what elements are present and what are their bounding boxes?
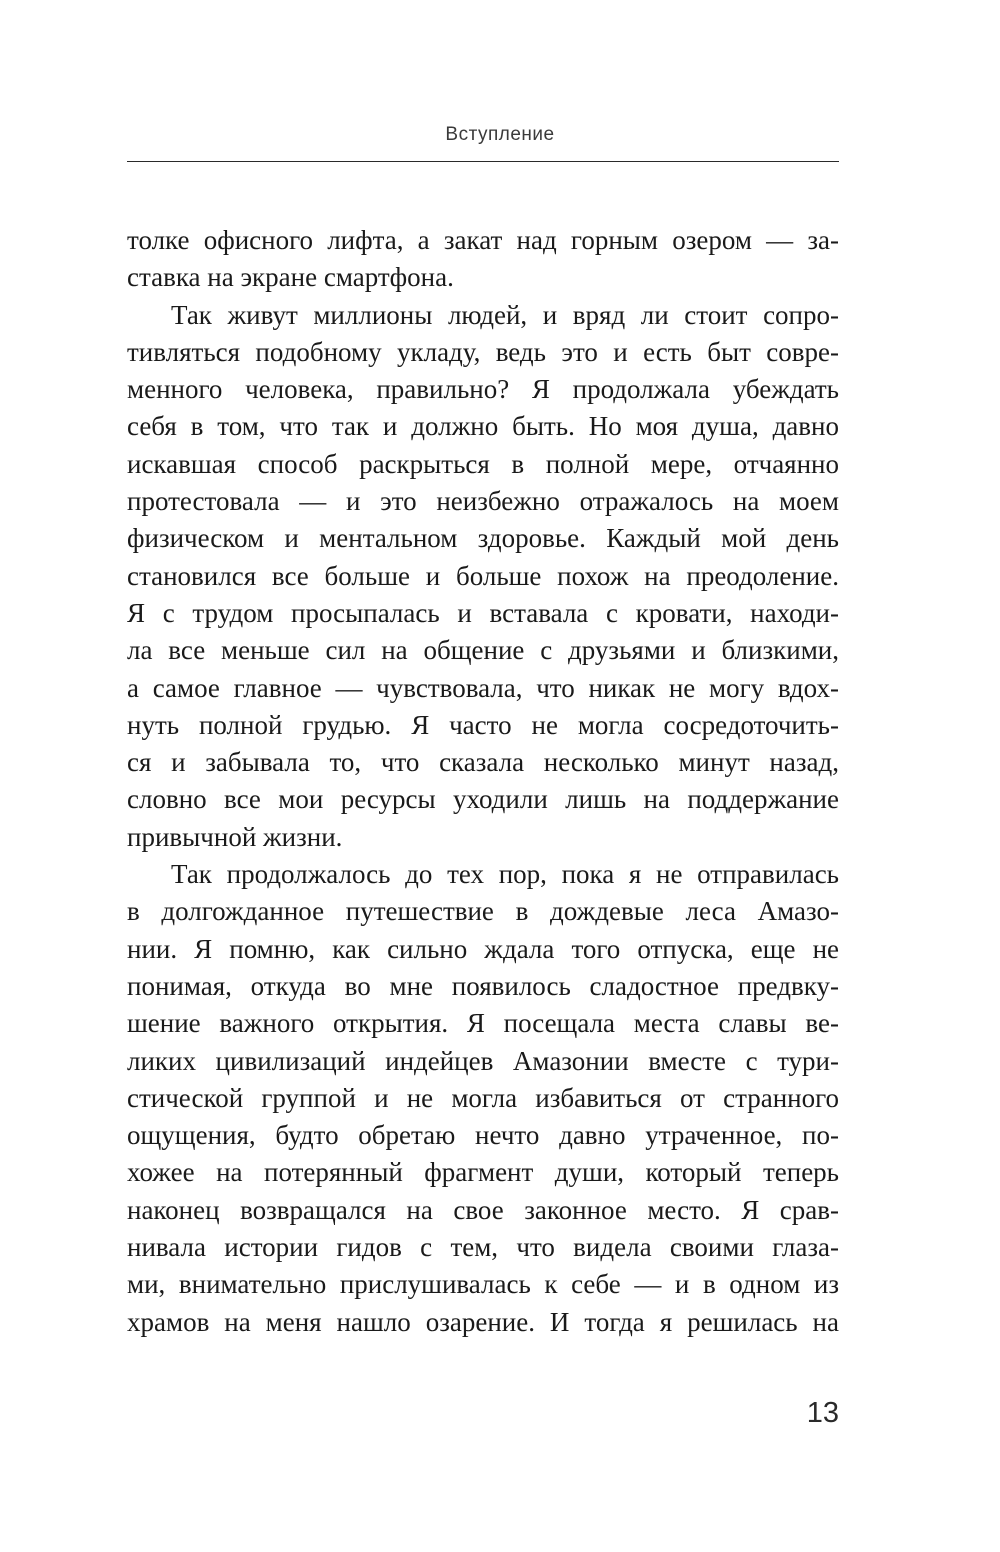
running-head-title: Вступление [445, 124, 555, 145]
text-line: физическом и ментальном здоровье. Каждый мой день [127, 523, 839, 554]
text-line: тивляться подобному укладу, ведь это и есть быт совре- [127, 336, 839, 367]
text-line: ми, внимательно прислушивалась к себе — и в одном из [127, 1269, 839, 1300]
text-line: менного человека, правильно? Я продолжала убеждать [127, 374, 839, 405]
text-line: нии. Я помню, как сильно ждала того отпуска, еще не [127, 933, 839, 964]
text-line: протестовала — и это неизбежно отражалось на моем [127, 486, 839, 517]
text-line: стической группой и не могла избавиться от странного [127, 1082, 839, 1113]
text-line: шение важного открытия. Я посещала места славы ве- [127, 1008, 839, 1039]
header-rule [127, 161, 839, 162]
page-number: 13 [806, 1397, 839, 1429]
text-line: ся и забывала то, что сказала несколько минут назад, [127, 747, 839, 778]
text-line: в долгожданное путешествие в дождевые леса Амазо- [127, 896, 839, 927]
text-line: толке офисного лифта, а закат над горным озером — за- [127, 225, 839, 255]
text-line: хожее на потерянный фрагмент души, который теперь [127, 1157, 839, 1188]
text-line: ощущения, будто обретаю нечто давно утраченное, по- [127, 1120, 839, 1151]
text-line: Я с трудом просыпалась и вставала с кровати, находи- [127, 597, 839, 628]
text-line: становился все больше и больше похож на преодоление. [127, 560, 839, 591]
text-line: Так продолжалось до тех пор, пока я не отправилась [171, 859, 839, 890]
text-line: а самое главное — чувствовала, что никак не могу вдох- [127, 672, 839, 703]
text-line: храмов на меня нашло озарение. И тогда я решилась на [127, 1306, 839, 1337]
text-line: наконец возвращался на свое законное место. Я срав- [127, 1194, 839, 1225]
text-line: ла все меньше сил на общение с друзьями и близкими, [127, 635, 839, 666]
text-line: себя в том, что так и должно быть. Но моя душа, давно [127, 411, 839, 442]
body-text [127, 222, 839, 1341]
text-line: искавшая способ раскрыться в полной мере, отчаянно [127, 448, 839, 479]
text-line: ставка на экране смартфона. [127, 262, 454, 293]
text-line: нивала истории гидов с тем, что видела своими глаза- [127, 1232, 839, 1263]
text-line: словно все мои ресурсы уходили лишь на поддержание [127, 784, 839, 815]
text-line: привычной жизни. [127, 821, 343, 852]
text-line: нуть полной грудью. Я часто не могла сосредоточить- [127, 709, 839, 740]
text-line: ликих цивилизаций индейцев Амазонии вместе с тури- [127, 1045, 839, 1076]
text-line: понимая, откуда во мне появилось сладостное предвку- [127, 970, 839, 1001]
text-line: Так живут миллионы людей, и вряд ли стоит сопро- [171, 299, 839, 330]
